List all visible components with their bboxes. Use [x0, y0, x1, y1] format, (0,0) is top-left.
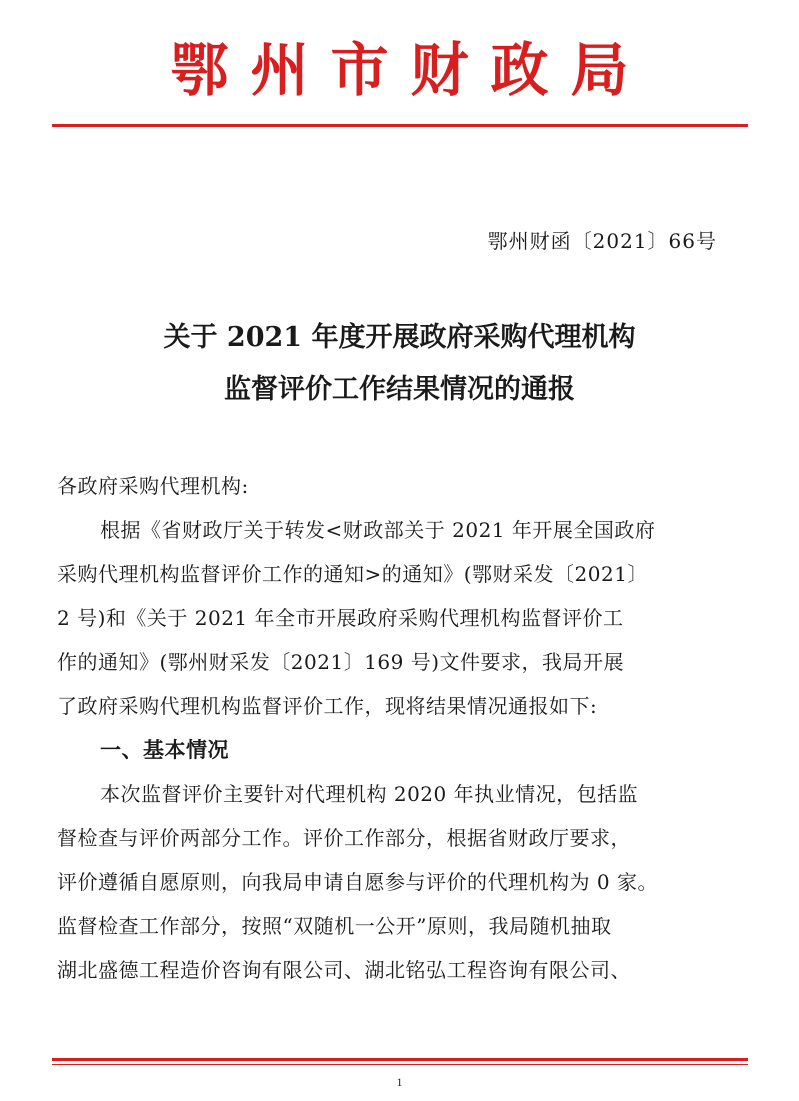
- salutation: 各政府采购代理机构:: [57, 474, 249, 498]
- paragraph1-line-3: 2 号)和《关于 2021 年全市开展政府采购代理机构监督评价工: [57, 606, 624, 630]
- paragraph2-line-2: 督检查与评价两部分工作。评价工作部分，根据省财政厅要求，: [57, 826, 631, 850]
- paragraph2-line-4: 监督检查工作部分，按照“双随机一公开”原则，我局随机抽取: [57, 914, 612, 938]
- document-title-line-1: 关于 2021 年度开展政府采购代理机构: [163, 322, 636, 353]
- paragraph2-line-3: 评价遵循自愿原则，向我局申请自愿参与评价的代理机构为 0 家。: [57, 870, 658, 894]
- footer-red-rule-thin: [52, 1064, 748, 1065]
- paragraph1-line-1: 根据《省财政厅关于转发<财政部关于 2021 年开展全国政府: [100, 518, 656, 542]
- paragraph1-line-2: 采购代理机构监督评价工作的通知>的通知》(鄂财采发〔2021〕: [57, 562, 648, 586]
- page-number: 1: [396, 1075, 403, 1089]
- document-number: 鄂州财函〔2021〕66号: [487, 229, 717, 253]
- document-title-line-2: 监督评价工作结果情况的通报: [224, 374, 575, 405]
- paragraph2-line-5: 湖北盛德工程造价咨询有限公司、湖北铭弘工程咨询有限公司、: [57, 958, 631, 982]
- paragraph1-line-5: 了政府采购代理机构监督评价工作，现将结果情况通报如下:: [57, 694, 598, 718]
- header-red-rule: [52, 124, 748, 127]
- agency-header-title: 鄂州市财政局: [170, 36, 651, 104]
- paragraph1-line-4: 作的通知》(鄂州财采发〔2021〕169 号)文件要求，我局开展: [57, 650, 625, 674]
- footer-red-rule-thick: [52, 1058, 748, 1061]
- section-heading-basic-situation: 一、基本情况: [100, 738, 229, 762]
- paragraph2-line-1: 本次监督评价主要针对代理机构 2020 年执业情况，包括监: [100, 782, 639, 806]
